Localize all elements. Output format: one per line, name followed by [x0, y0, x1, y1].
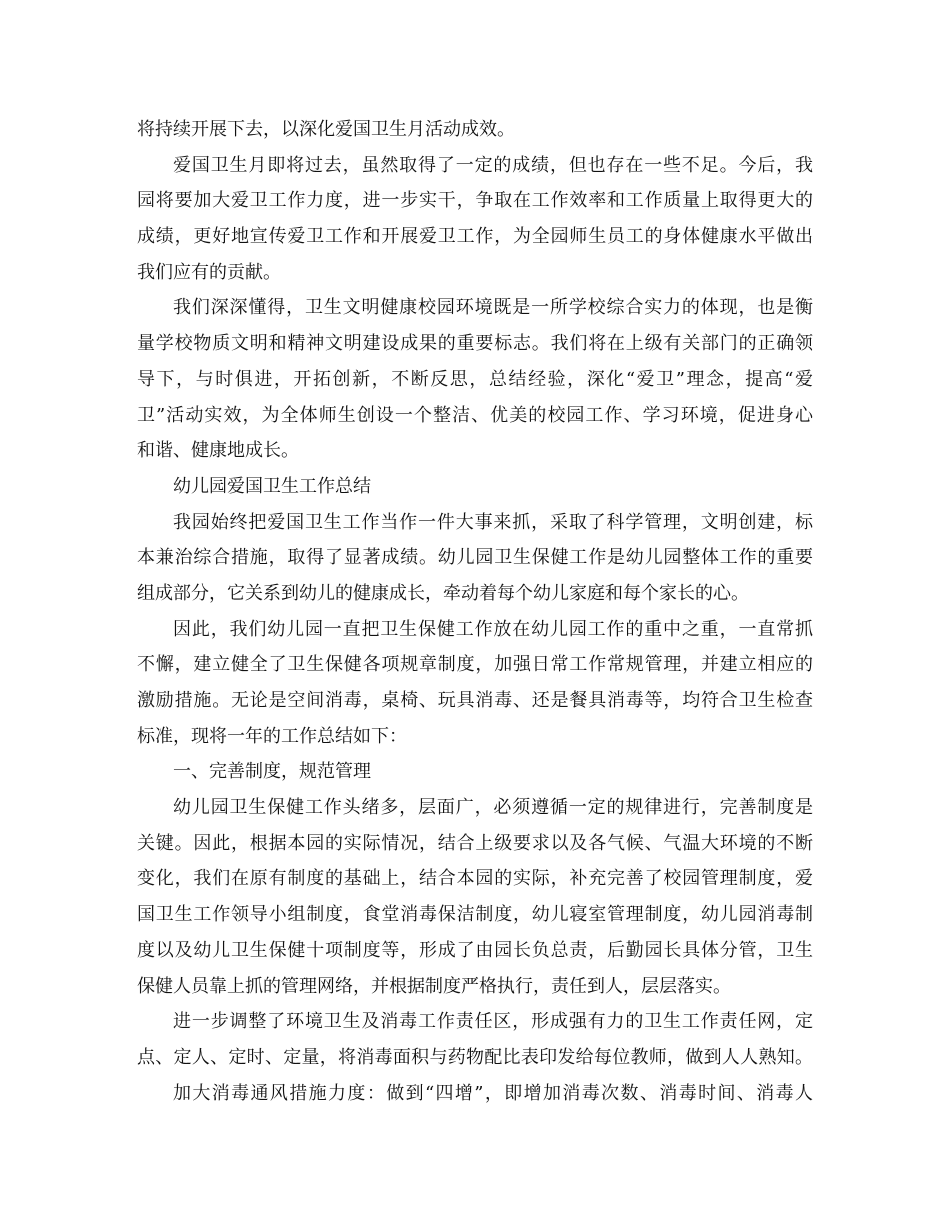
- text-line: 爱国卫生月即将过去，虽然取得了一定的成绩，但也存在一些不足。今后，我: [173, 154, 813, 176]
- text-line: 因此，我们幼儿园一直把卫生保健工作放在幼儿园工作的重中之重，一直常抓: [173, 618, 813, 640]
- text-line: 和谐、健康地成长。: [137, 440, 299, 462]
- text-line: 度以及幼儿卫生保健十项制度等，形成了由园长负总责，后勤园长具体分管，卫生: [137, 939, 813, 961]
- text-line: 本兼治综合措施，取得了显著成绩。幼儿园卫生保健工作是幼儿园整体工作的重要: [137, 547, 813, 569]
- text-line: 保健人员靠上抓的管理网络，并根据制度严格执行，责任到人，层层落实。: [137, 975, 731, 997]
- text-line: 我们应有的贡献。: [137, 261, 281, 283]
- text-line: 组成部分，它关系到幼儿的健康成长，牵动着每个幼儿家庭和每个家长的心。: [137, 582, 749, 604]
- text-line: 幼儿园爱国卫生工作总结: [173, 475, 371, 497]
- text-line: 导下，与时俱进，开拓创新，不断反思，总结经验，深化“爱卫”理念，提高“爱: [137, 368, 813, 390]
- text-line: 变化，我们在原有制度的基础上，结合本园的实际，补充完善了校园管理制度，爱: [137, 868, 813, 890]
- text-line: 成绩，更好地宣传爱卫工作和开展爱卫工作，为全园师生员工的身体健康水平做出: [137, 226, 813, 248]
- text-line: 不懈，建立健全了卫生保健各项规章制度，加强日常工作常规管理，并建立相应的: [137, 654, 813, 676]
- text-line: 一、完善制度，规范管理: [173, 761, 371, 783]
- text-line: 卫”活动实效，为全体师生创设一个整洁、优美的校园工作、学习环境，促进身心: [137, 404, 813, 426]
- text-line: 进一步调整了环境卫生及消毒工作责任区，形成强有力的卫生工作责任网，定: [173, 1011, 813, 1033]
- text-line: 点、定人、定时、定量，将消毒面积与药物配比表印发给每位教师，做到人人熟知。: [137, 1046, 813, 1068]
- text-line: 标准，现将一年的工作总结如下：: [137, 725, 407, 747]
- text-line: 我园始终把爱国卫生工作当作一件大事来抓，采取了科学管理，文明创建，标: [173, 511, 813, 533]
- text-line: 加大消毒通风措施力度：做到“四增”，即增加消毒次数、消毒时间、消毒人: [173, 1082, 813, 1104]
- text-line: 量学校物质文明和精神文明建设成果的重要标志。我们将在上级有关部门的正确领: [137, 333, 813, 355]
- text-line: 我们深深懂得，卫生文明健康校园环境既是一所学校综合实力的体现，也是衡: [173, 297, 813, 319]
- text-line: 园将要加大爱卫工作力度，进一步实干，争取在工作效率和工作质量上取得更大的: [137, 190, 813, 212]
- document-body: [137, 112, 813, 1111]
- text-line: 关键。因此，根据本园的实际情况，结合上级要求以及各气候、气温大环境的不断: [137, 832, 813, 854]
- text-line: 国卫生工作领导小组制度，食堂消毒保洁制度，幼儿寝室管理制度，幼儿园消毒制: [137, 904, 813, 926]
- text-line: 将持续开展下去，以深化爱国卫生月活动成效。: [137, 119, 515, 140]
- text-line: 幼儿园卫生保健工作头绪多，层面广，必须遵循一定的规律进行，完善制度是: [173, 797, 813, 819]
- text-line: 激励措施。无论是空间消毒，桌椅、玩具消毒、还是餐具消毒等，均符合卫生检查: [137, 690, 813, 711]
